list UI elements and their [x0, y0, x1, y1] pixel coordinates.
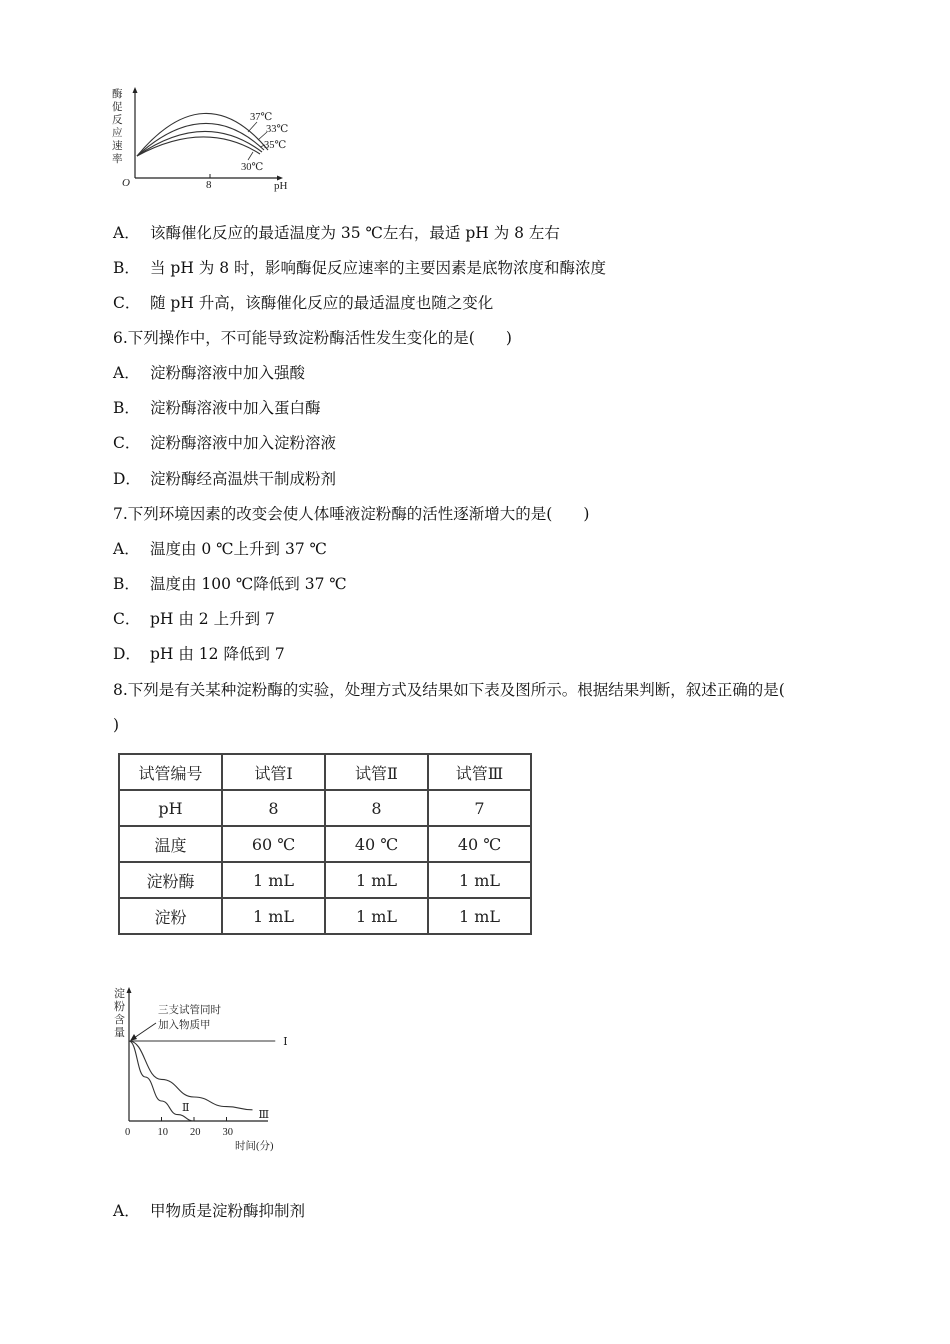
- curve-label-30: 30℃: [241, 162, 264, 173]
- option-text: 淀粉酶经高温烘干制成粉剂: [150, 470, 337, 488]
- option-letter: D．: [113, 470, 141, 488]
- q6-option-d: [113, 469, 336, 489]
- x-axis-label: pH: [274, 180, 288, 192]
- series-label-3: Ⅲ: [258, 1108, 270, 1121]
- y-axis-label: [114, 986, 125, 1039]
- enzyme-rate-chart: [110, 84, 310, 194]
- table-header-cell: 试管Ⅱ: [325, 754, 428, 790]
- origin-label: O: [122, 177, 130, 189]
- option-letter: B．: [113, 399, 140, 417]
- curve-label-37: 37℃: [250, 112, 273, 123]
- table-header-cell: 试管Ⅰ: [222, 754, 325, 790]
- q5-option-a: [113, 223, 560, 243]
- starch-content-chart: [110, 983, 300, 1155]
- table-cell: 淀粉: [119, 898, 222, 934]
- x-axis-label: 时间(分): [235, 1141, 274, 1152]
- table-cell: 8: [325, 790, 428, 826]
- option-letter: B．: [113, 259, 140, 277]
- table-cell: 1 mL: [325, 898, 428, 934]
- y-axis-arrow: [127, 987, 132, 993]
- annotation-line-1: 三支试管同时: [158, 1005, 221, 1016]
- experiment-table: [118, 753, 532, 935]
- curve-35: [137, 131, 262, 156]
- q7-option-b: [113, 574, 347, 594]
- x-tick-label: 30: [222, 1127, 233, 1138]
- table-cell: 60 ℃: [222, 826, 325, 862]
- q7-stem: 7.下列环境因素的改变会使人体唾液淀粉酶的活性逐渐增大的是( ): [113, 505, 590, 523]
- table-row: [119, 790, 531, 826]
- table-cell: 1 mL: [428, 898, 531, 934]
- leader-37: [248, 122, 257, 132]
- option-text: pH 由 12 降低到 7: [150, 645, 285, 663]
- table-cell: pH: [119, 790, 222, 826]
- table-cell: 1 mL: [222, 862, 325, 898]
- option-letter: A．: [113, 364, 140, 382]
- option-letter: A．: [113, 1202, 140, 1220]
- y-label-char: 量: [114, 1027, 125, 1039]
- table-row: [119, 898, 531, 934]
- q6-option-c: [113, 433, 336, 453]
- q7-option-c: [113, 609, 275, 629]
- table-cell: 温度: [119, 826, 222, 862]
- table-cell: 40 ℃: [428, 826, 531, 862]
- leader-30: [248, 152, 253, 160]
- table-cell: 1 mL: [325, 862, 428, 898]
- option-text: 随 pH 升高，该酶催化反应的最适温度也随之变化: [150, 294, 494, 312]
- table-header-cell: 试管Ⅲ: [428, 754, 531, 790]
- y-label-char: 酶: [112, 89, 123, 100]
- series-line-3: [129, 1041, 253, 1110]
- table-header-row: [119, 754, 531, 790]
- option-letter: C．: [113, 294, 141, 312]
- option-text: 淀粉酶溶液中加入淀粉溶液: [150, 434, 337, 452]
- curve-37: [137, 113, 268, 156]
- y-label-char: 反: [112, 115, 123, 126]
- y-axis-label: [112, 87, 123, 165]
- option-text: 甲物质是淀粉酶抑制剂: [150, 1202, 306, 1220]
- x-tick-labels: [125, 1127, 233, 1138]
- table-row: [119, 862, 531, 898]
- q7-option-d: [113, 644, 285, 664]
- option-text: pH 由 2 上升到 7: [150, 610, 275, 628]
- option-letter: B．: [113, 575, 140, 593]
- y-label-char: 应: [112, 128, 123, 139]
- y-label-char: 促: [112, 102, 123, 113]
- q7-option-a: [113, 539, 327, 559]
- series-label-2: Ⅱ: [182, 1102, 190, 1114]
- option-text: 淀粉酶溶液中加入蛋白酶: [150, 399, 321, 417]
- q8-stem-cont: ): [113, 716, 120, 734]
- option-letter: C．: [113, 434, 141, 452]
- y-label-char: 含: [114, 1014, 125, 1026]
- y-label-char: 速: [112, 141, 123, 152]
- annotation-arrow-line: [134, 1023, 156, 1038]
- option-text: 温度由 0 ℃上升到 37 ℃: [150, 540, 327, 558]
- option-letter: A．: [113, 224, 140, 242]
- curve-label-33: 33℃: [266, 124, 289, 135]
- y-label-char: 率: [112, 154, 123, 165]
- option-letter: C．: [113, 610, 141, 628]
- table-header-cell: 试管编号: [119, 754, 222, 790]
- option-text: 该酶催化反应的最适温度为 35 ℃左右，最适 pH 为 8 左右: [150, 224, 560, 242]
- x-tick-label: 0: [125, 1127, 131, 1138]
- table-row: [119, 826, 531, 862]
- q5-option-b: [113, 258, 606, 278]
- y-axis-arrow: [133, 87, 138, 93]
- table-cell: 1 mL: [222, 898, 325, 934]
- y-label-char: 粉: [114, 1001, 125, 1013]
- option-letter: A．: [113, 540, 140, 558]
- table-cell: 1 mL: [428, 862, 531, 898]
- table-cell: 7: [428, 790, 531, 826]
- option-letter: D．: [113, 645, 141, 663]
- q6-option-a: [113, 363, 305, 383]
- q8-stem: 8.下列是有关某种淀粉酶的实验，处理方式及结果如下表及图所示。根据结果判断，叙述正确的是(: [113, 681, 785, 699]
- annotation-arrow-head: [130, 1034, 137, 1041]
- q6-option-b: [113, 398, 321, 418]
- curve-label-35: 35℃: [264, 140, 287, 151]
- y-label-char: 淀: [114, 988, 125, 1000]
- series-label-1: Ⅰ: [283, 1036, 288, 1048]
- table-cell: 8: [222, 790, 325, 826]
- option-text: 淀粉酶溶液中加入强酸: [150, 364, 306, 382]
- option-text: 当 pH 为 8 时，影响酶促反应速率的主要因素是底物浓度和酶浓度: [150, 259, 607, 277]
- table-cell: 40 ℃: [325, 826, 428, 862]
- table-cell: 淀粉酶: [119, 862, 222, 898]
- q5-option-c: [113, 293, 493, 313]
- x-tick-label: 20: [190, 1127, 201, 1138]
- annotation-line-2: 加入物质甲: [158, 1020, 211, 1031]
- x-tick-label: 10: [157, 1127, 168, 1138]
- option-text: 温度由 100 ℃降低到 37 ℃: [150, 575, 347, 593]
- x-tick-label: 8: [206, 179, 212, 191]
- q6-stem: 6.下列操作中，不可能导致淀粉酶活性发生变化的是( ): [113, 329, 512, 347]
- curve-33: [137, 123, 264, 156]
- q8-option-a: [113, 1201, 305, 1221]
